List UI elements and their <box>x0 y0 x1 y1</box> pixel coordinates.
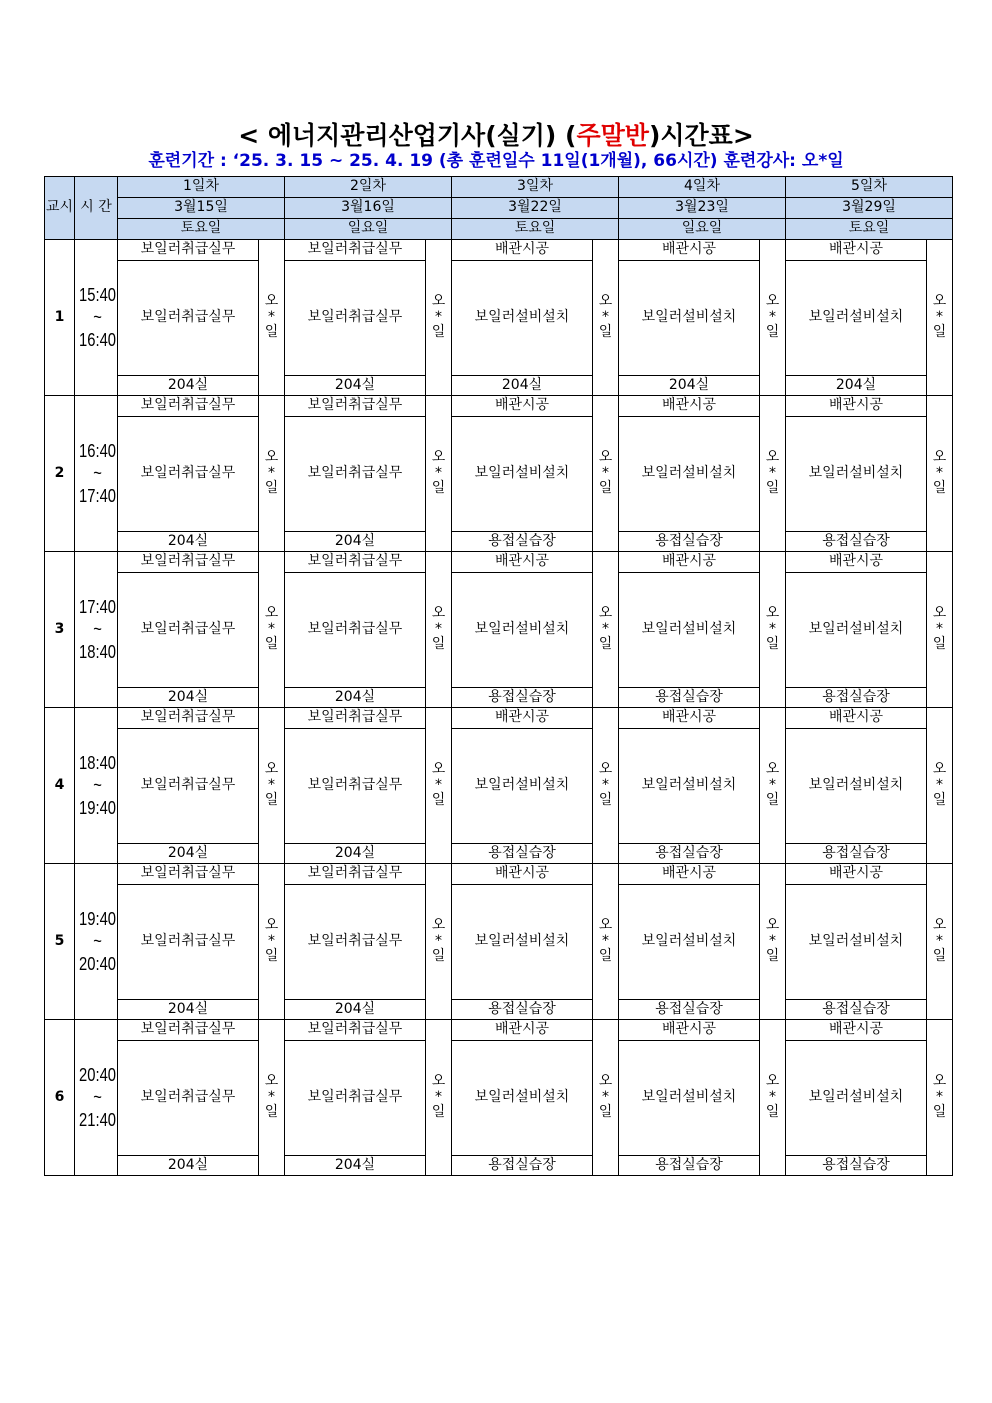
instructor-glyph: * <box>435 932 442 949</box>
period-row-room <box>45 1000 953 1020</box>
time-range <box>75 1020 118 1176</box>
subject-main: 보일러설비설치 <box>452 261 593 376</box>
subject-main: 보일러취급실무 <box>285 729 426 844</box>
subject-label: 배관시공 <box>786 1020 927 1041</box>
time-end: 21:40 <box>79 1109 116 1130</box>
instructor-cell <box>259 864 285 1020</box>
day-header: 3일차 <box>452 177 619 198</box>
period-row <box>45 552 953 573</box>
instructor-glyph: 일 <box>264 1104 279 1121</box>
instructor-cell <box>426 1020 452 1176</box>
period-number: 6 <box>45 1020 75 1176</box>
instructor-glyph: 일 <box>932 480 947 497</box>
subject-main: 보일러설비설치 <box>786 885 927 1000</box>
subject-label: 배관시공 <box>619 552 760 573</box>
instructor-cell <box>760 1020 786 1176</box>
instructor-glyph: 오 <box>264 917 279 934</box>
subject-main: 보일러취급실무 <box>285 417 426 532</box>
instructor-cell <box>426 864 452 1020</box>
subject-main: 보일러취급실무 <box>285 1041 426 1156</box>
room-label: 204실 <box>118 532 259 552</box>
time-tilde: ~ <box>93 1087 102 1108</box>
room-label: 204실 <box>285 1000 426 1020</box>
instructor-glyph: 일 <box>765 792 780 809</box>
subject-label: 보일러취급실무 <box>118 552 259 573</box>
room-label: 용접실습장 <box>452 532 593 552</box>
room-label: 204실 <box>118 1000 259 1020</box>
instructor-glyph: * <box>769 620 776 637</box>
instructor-cell <box>426 552 452 708</box>
period-row <box>45 396 953 417</box>
time-end: 17:40 <box>79 485 116 506</box>
subject-main: 보일러설비설치 <box>786 1041 927 1156</box>
period-header: 교시 <box>45 177 75 240</box>
instructor-glyph: 일 <box>932 792 947 809</box>
room-label: 용접실습장 <box>619 1156 760 1176</box>
instructor-glyph: * <box>268 620 275 637</box>
time-end: 20:40 <box>79 953 116 974</box>
time-start: 15:40 <box>79 284 116 305</box>
header-row-day <box>45 177 953 198</box>
instructor-glyph: 오 <box>264 1073 279 1090</box>
subject-main: 보일러취급실무 <box>118 885 259 1000</box>
subject-main: 보일러설비설치 <box>619 573 760 688</box>
period-row-main <box>45 1041 953 1156</box>
instructor-glyph: 오 <box>598 917 613 934</box>
instructor-glyph: 일 <box>765 480 780 497</box>
instructor-glyph: * <box>936 932 943 949</box>
instructor-cell <box>927 396 953 552</box>
instructor-glyph: 오 <box>765 917 780 934</box>
instructor-glyph: 오 <box>932 449 947 466</box>
instructor-cell <box>760 396 786 552</box>
instructor-glyph: 오 <box>598 449 613 466</box>
room-label: 204실 <box>118 1156 259 1176</box>
instructor-glyph: 일 <box>932 324 947 341</box>
instructor-glyph: 일 <box>932 636 947 653</box>
instructor-glyph: * <box>602 464 609 481</box>
instructor-glyph: 일 <box>598 324 613 341</box>
period-number: 3 <box>45 552 75 708</box>
subject-label: 보일러취급실무 <box>118 864 259 885</box>
subject-main: 보일러설비설치 <box>452 573 593 688</box>
room-label: 용접실습장 <box>452 844 593 864</box>
subject-main: 보일러취급실무 <box>118 729 259 844</box>
room-label: 용접실습장 <box>786 688 927 708</box>
instructor-glyph: 일 <box>765 324 780 341</box>
instructor-cell <box>927 864 953 1020</box>
subject-main: 보일러설비설치 <box>452 729 593 844</box>
timetable <box>44 176 953 1176</box>
room-label: 용접실습장 <box>786 844 927 864</box>
subject-label: 배관시공 <box>786 708 927 729</box>
instructor-glyph: * <box>769 932 776 949</box>
subject-label: 배관시공 <box>786 396 927 417</box>
subject-main: 보일러설비설치 <box>619 1041 760 1156</box>
subject-label: 배관시공 <box>619 240 760 261</box>
subject-label: 보일러취급실무 <box>285 396 426 417</box>
room-label: 용접실습장 <box>452 1000 593 1020</box>
instructor-cell <box>760 240 786 396</box>
instructor-glyph: * <box>936 1088 943 1105</box>
room-label: 용접실습장 <box>619 1000 760 1020</box>
instructor-glyph: 일 <box>431 948 446 965</box>
subject-label: 보일러취급실무 <box>118 1020 259 1041</box>
instructor-glyph: * <box>936 776 943 793</box>
instructor-glyph: * <box>268 308 275 325</box>
instructor-glyph: 일 <box>932 1104 947 1121</box>
weekday-header: 일요일 <box>619 219 786 240</box>
instructor-glyph: 일 <box>598 480 613 497</box>
time-start: 16:40 <box>79 440 116 461</box>
time-tilde: ~ <box>93 463 102 484</box>
instructor-cell <box>259 240 285 396</box>
instructor-cell <box>593 552 619 708</box>
instructor-cell <box>593 864 619 1020</box>
instructor-cell <box>927 552 953 708</box>
subject-label: 보일러취급실무 <box>285 552 426 573</box>
instructor-glyph: 오 <box>765 605 780 622</box>
subject-main: 보일러설비설치 <box>619 261 760 376</box>
instructor-cell <box>760 708 786 864</box>
room-label: 204실 <box>285 1156 426 1176</box>
room-label: 용접실습장 <box>619 844 760 864</box>
time-start: 20:40 <box>79 1064 116 1085</box>
instructor-glyph: * <box>435 620 442 637</box>
weekday-header: 일요일 <box>285 219 452 240</box>
subject-main: 보일러취급실무 <box>118 417 259 532</box>
weekday-header: 토요일 <box>118 219 285 240</box>
room-label: 204실 <box>452 376 593 396</box>
room-label: 204실 <box>619 376 760 396</box>
subject-main: 보일러설비설치 <box>619 417 760 532</box>
room-label: 용접실습장 <box>619 688 760 708</box>
time-range <box>75 864 118 1020</box>
header-row-date <box>45 198 953 219</box>
subject-main: 보일러설비설치 <box>619 729 760 844</box>
instructor-glyph: * <box>602 1088 609 1105</box>
room-label: 용접실습장 <box>786 1000 927 1020</box>
instructor-glyph: 일 <box>598 948 613 965</box>
period-row-main <box>45 885 953 1000</box>
room-label: 204실 <box>285 844 426 864</box>
instructor-cell <box>927 240 953 396</box>
instructor-cell <box>760 864 786 1020</box>
period-number: 5 <box>45 864 75 1020</box>
instructor-glyph: 일 <box>431 636 446 653</box>
subject-label: 배관시공 <box>619 396 760 417</box>
instructor-glyph: * <box>602 932 609 949</box>
room-label: 용접실습장 <box>452 688 593 708</box>
instructor-cell <box>593 1020 619 1176</box>
subject-main: 보일러취급실무 <box>285 573 426 688</box>
instructor-glyph: 일 <box>264 792 279 809</box>
time-end: 19:40 <box>79 797 116 818</box>
instructor-glyph: 오 <box>598 605 613 622</box>
instructor-glyph: * <box>435 1088 442 1105</box>
instructor-glyph: 오 <box>264 449 279 466</box>
time-range <box>75 708 118 864</box>
subject-label: 보일러취급실무 <box>285 864 426 885</box>
title-highlight: 주말반 <box>576 121 649 150</box>
room-label: 용접실습장 <box>786 532 927 552</box>
time-start: 17:40 <box>79 596 116 617</box>
instructor-glyph: * <box>936 308 943 325</box>
title-suffix: )시간표> <box>648 121 754 150</box>
date-header: 3월23일 <box>619 198 786 219</box>
subject-main: 보일러설비설치 <box>786 261 927 376</box>
period-number: 2 <box>45 396 75 552</box>
instructor-glyph: * <box>268 776 275 793</box>
time-range <box>75 552 118 708</box>
subject-main: 보일러설비설치 <box>786 729 927 844</box>
instructor-glyph: * <box>602 308 609 325</box>
title-prefix: < 에너지관리산업기사(실기) ( <box>238 121 577 150</box>
period-number: 4 <box>45 708 75 864</box>
date-header: 3월22일 <box>452 198 619 219</box>
instructor-cell <box>760 552 786 708</box>
instructor-glyph: 일 <box>598 1104 613 1121</box>
instructor-glyph: * <box>602 620 609 637</box>
day-header: 4일차 <box>619 177 786 198</box>
subject-main: 보일러취급실무 <box>118 1041 259 1156</box>
instructor-cell <box>426 396 452 552</box>
time-header: 시 간 <box>75 177 118 240</box>
instructor-glyph: 일 <box>431 1104 446 1121</box>
instructor-glyph: 오 <box>598 1073 613 1090</box>
subject-label: 배관시공 <box>619 1020 760 1041</box>
period-row-room <box>45 844 953 864</box>
subject-main: 보일러설비설치 <box>452 1041 593 1156</box>
instructor-glyph: 오 <box>932 917 947 934</box>
room-label: 204실 <box>285 688 426 708</box>
instructor-glyph: 오 <box>765 761 780 778</box>
subject-label: 보일러취급실무 <box>285 1020 426 1041</box>
instructor-glyph: 오 <box>431 917 446 934</box>
instructor-glyph: 오 <box>431 605 446 622</box>
subject-main: 보일러설비설치 <box>786 573 927 688</box>
instructor-glyph: 일 <box>765 636 780 653</box>
room-label: 204실 <box>285 532 426 552</box>
instructor-glyph: 일 <box>264 948 279 965</box>
instructor-glyph: 오 <box>598 761 613 778</box>
subject-main: 보일러취급실무 <box>285 885 426 1000</box>
subject-label: 배관시공 <box>619 864 760 885</box>
subject-main: 보일러설비설치 <box>786 417 927 532</box>
instructor-glyph: 오 <box>431 1073 446 1090</box>
room-label: 용접실습장 <box>786 1156 927 1176</box>
time-start: 18:40 <box>79 752 116 773</box>
period-row-room <box>45 532 953 552</box>
time-range <box>75 396 118 552</box>
date-header: 3월15일 <box>118 198 285 219</box>
instructor-glyph: * <box>268 464 275 481</box>
header-row-weekday <box>45 219 953 240</box>
time-start: 19:40 <box>79 908 116 929</box>
instructor-glyph: 일 <box>431 480 446 497</box>
subject-label: 배관시공 <box>452 396 593 417</box>
period-row-main <box>45 417 953 532</box>
instructor-cell <box>259 708 285 864</box>
instructor-glyph: * <box>936 464 943 481</box>
instructor-glyph: 일 <box>932 948 947 965</box>
subject-label: 보일러취급실무 <box>118 396 259 417</box>
instructor-glyph: 오 <box>932 761 947 778</box>
room-label: 204실 <box>118 844 259 864</box>
instructor-glyph: * <box>268 1088 275 1105</box>
time-end: 16:40 <box>79 329 116 350</box>
subject-label: 보일러취급실무 <box>118 708 259 729</box>
room-label: 204실 <box>285 376 426 396</box>
instructor-glyph: 오 <box>932 293 947 310</box>
instructor-glyph: 일 <box>264 636 279 653</box>
instructor-glyph: * <box>435 776 442 793</box>
instructor-glyph: * <box>435 308 442 325</box>
subject-main: 보일러설비설치 <box>452 885 593 1000</box>
instructor-glyph: 일 <box>598 636 613 653</box>
instructor-glyph: * <box>769 776 776 793</box>
subject-main: 보일러취급실무 <box>118 261 259 376</box>
instructor-glyph: 일 <box>431 324 446 341</box>
period-row <box>45 1020 953 1041</box>
instructor-glyph: 오 <box>431 449 446 466</box>
instructor-glyph: 오 <box>264 761 279 778</box>
room-label: 204실 <box>786 376 927 396</box>
instructor-glyph: 일 <box>765 948 780 965</box>
subject-label: 배관시공 <box>619 708 760 729</box>
time-tilde: ~ <box>93 775 102 796</box>
time-tilde: ~ <box>93 931 102 952</box>
instructor-glyph: 오 <box>264 293 279 310</box>
time-tilde: ~ <box>93 307 102 328</box>
subject-label: 배관시공 <box>786 864 927 885</box>
subject-label: 배관시공 <box>786 240 927 261</box>
instructor-glyph: 일 <box>264 480 279 497</box>
instructor-glyph: * <box>602 776 609 793</box>
day-header: 1일차 <box>118 177 285 198</box>
time-range <box>75 240 118 396</box>
period-row-main <box>45 573 953 688</box>
instructor-cell <box>426 240 452 396</box>
subject-label: 배관시공 <box>786 552 927 573</box>
instructor-cell <box>593 240 619 396</box>
period-row-room <box>45 376 953 396</box>
period-row <box>45 708 953 729</box>
instructor-glyph: * <box>769 308 776 325</box>
training-period-subtitle: 훈련기간 : ‘25. 3. 15 ~ 25. 4. 19 (총 훈련일수 11일(1개월), 66시간) 훈련강사: 오*일 <box>148 151 844 171</box>
date-header: 3월29일 <box>786 198 953 219</box>
subject-label: 배관시공 <box>452 552 593 573</box>
instructor-glyph: * <box>769 464 776 481</box>
day-header: 2일차 <box>285 177 452 198</box>
instructor-glyph: 오 <box>932 605 947 622</box>
instructor-glyph: * <box>936 620 943 637</box>
instructor-glyph: 오 <box>765 1073 780 1090</box>
subject-label: 보일러취급실무 <box>285 240 426 261</box>
subject-main: 보일러취급실무 <box>285 261 426 376</box>
instructor-glyph: 오 <box>765 449 780 466</box>
period-row-room <box>45 1156 953 1176</box>
period-number: 1 <box>45 240 75 396</box>
instructor-glyph: 일 <box>765 1104 780 1121</box>
time-end: 18:40 <box>79 641 116 662</box>
instructor-glyph: 일 <box>598 792 613 809</box>
subject-label: 배관시공 <box>452 1020 593 1041</box>
subject-label: 보일러취급실무 <box>285 708 426 729</box>
instructor-cell <box>426 708 452 864</box>
period-row-main <box>45 261 953 376</box>
time-tilde: ~ <box>93 619 102 640</box>
period-row <box>45 240 953 261</box>
room-label: 용접실습장 <box>452 1156 593 1176</box>
room-label: 204실 <box>118 376 259 396</box>
instructor-cell <box>259 396 285 552</box>
period-row <box>45 864 953 885</box>
instructor-glyph: 오 <box>598 293 613 310</box>
instructor-glyph: 오 <box>932 1073 947 1090</box>
instructor-glyph: 오 <box>765 293 780 310</box>
instructor-cell <box>593 708 619 864</box>
instructor-glyph: 오 <box>431 761 446 778</box>
subject-label: 배관시공 <box>452 708 593 729</box>
period-row-room <box>45 688 953 708</box>
instructor-glyph: * <box>435 464 442 481</box>
subject-label: 보일러취급실무 <box>118 240 259 261</box>
day-header: 5일차 <box>786 177 953 198</box>
subject-main: 보일러취급실무 <box>118 573 259 688</box>
weekday-header: 토요일 <box>786 219 953 240</box>
instructor-glyph: 일 <box>431 792 446 809</box>
instructor-cell <box>593 396 619 552</box>
instructor-glyph: 오 <box>431 293 446 310</box>
subject-main: 보일러설비설치 <box>619 885 760 1000</box>
date-header: 3월16일 <box>285 198 452 219</box>
instructor-cell <box>259 552 285 708</box>
instructor-cell <box>259 1020 285 1176</box>
instructor-glyph: * <box>769 1088 776 1105</box>
period-row-main <box>45 729 953 844</box>
subject-label: 배관시공 <box>452 864 593 885</box>
instructor-glyph: 오 <box>264 605 279 622</box>
room-label: 204실 <box>118 688 259 708</box>
instructor-glyph: * <box>268 932 275 949</box>
weekday-header: 토요일 <box>452 219 619 240</box>
room-label: 용접실습장 <box>619 532 760 552</box>
subject-main: 보일러설비설치 <box>452 417 593 532</box>
instructor-cell <box>927 708 953 864</box>
instructor-cell <box>927 1020 953 1176</box>
subject-label: 배관시공 <box>452 240 593 261</box>
instructor-glyph: 일 <box>264 324 279 341</box>
